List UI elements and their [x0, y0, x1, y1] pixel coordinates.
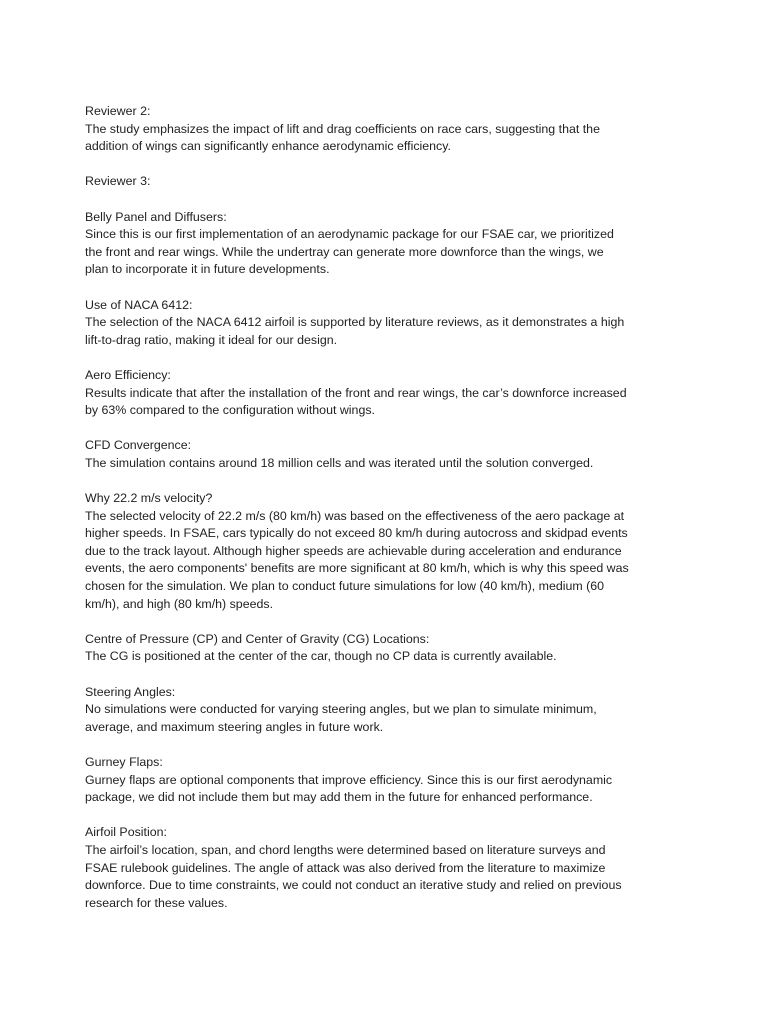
- section-body: The selection of the NACA 6412 airfoil is supported by literature reviews, as it demonstrates a high lift-to-drag ratio, making it ideal for our design.: [85, 315, 625, 347]
- section-belly-panel: [85, 209, 630, 279]
- section-heading: Reviewer 3:: [85, 174, 151, 189]
- section-reviewer-3: [85, 173, 630, 191]
- section-heading: Aero Efficiency:: [85, 367, 171, 382]
- section-body: Since this is our first implementation of an aerodynamic package for our FSAE car, we prioritized the front and rear wings. While the undertray can generate more downforce than the wings, we plan to incorporate it in future developments.: [85, 227, 614, 277]
- section-heading: Reviewer 2:: [85, 104, 151, 118]
- section-cp-cg: [85, 631, 630, 666]
- section-heading: Belly Panel and Diffusers:: [85, 209, 227, 224]
- section-velocity: [85, 490, 630, 613]
- section-aero-efficiency: [85, 367, 630, 420]
- section-body: No simulations were conducted for varying steering angles, but we plan to simulate minimum, average, and maximum steering angles in future work.: [85, 702, 597, 734]
- section-heading: Use of NACA 6412:: [85, 297, 193, 312]
- section-body: The selected velocity of 22.2 m/s (80 km/h) was based on the effectiveness of the aero package at higher speeds. In FSAE, cars typically do not exceed 80 km/h during autocross and skidpad events due to the track layout. Although higher speeds are achievable during acceleration and endurance events, the aero components' benefits are more significant at 80 km/h, which is why this speed was chosen for the simulation. We plan to conduct future simulations for low (40 km/h), medium (60 km/h), and high (80 km/h) speeds.: [85, 508, 629, 611]
- section-heading: CFD Convergence:: [85, 438, 192, 453]
- section-gurney-flaps: [85, 754, 630, 807]
- section-body: The simulation contains around 18 million cells and was iterated until the solution converged.: [85, 455, 594, 470]
- section-heading: Centre of Pressure (CP) and Center of Gravity (CG) Locations:: [85, 631, 430, 646]
- section-body: The study emphasizes the impact of lift and drag coefficients on race cars, suggesting that the addition of wings can significantly enhance aerodynamic efficiency.: [85, 121, 600, 154]
- section-naca-6412: [85, 297, 630, 350]
- document-page: [85, 103, 630, 930]
- section-body: The airfoil’s location, span, and chord lengths were determined based on literature surveys and FSAE rulebook guidelines. The angle of attack was also derived from the literature to maximize downforce. Due to time constraints, we could not conduct an iterative study and relied on previous research for these values.: [85, 842, 622, 910]
- section-reviewer-2: [85, 103, 630, 156]
- section-heading: Airfoil Position:: [85, 825, 167, 840]
- section-body: Results indicate that after the installation of the front and rear wings, the car’s downforce increased by 63% compared to the configuration without wings.: [85, 385, 627, 418]
- section-steering-angles: [85, 684, 630, 737]
- section-cfd-convergence: [85, 437, 630, 472]
- section-heading: Gurney Flaps:: [85, 754, 163, 769]
- section-body: Gurney flaps are optional components that improve efficiency. Since this is our first aerodynamic package, we did not include them but may add them in the future for enhanced performance.: [85, 772, 613, 805]
- section-heading: Why 22.2 m/s velocity?: [85, 491, 213, 506]
- section-airfoil-position: [85, 824, 630, 912]
- section-body: The CG is positioned at the center of the car, though no CP data is currently available.: [85, 649, 557, 664]
- section-heading: Steering Angles:: [85, 684, 176, 699]
